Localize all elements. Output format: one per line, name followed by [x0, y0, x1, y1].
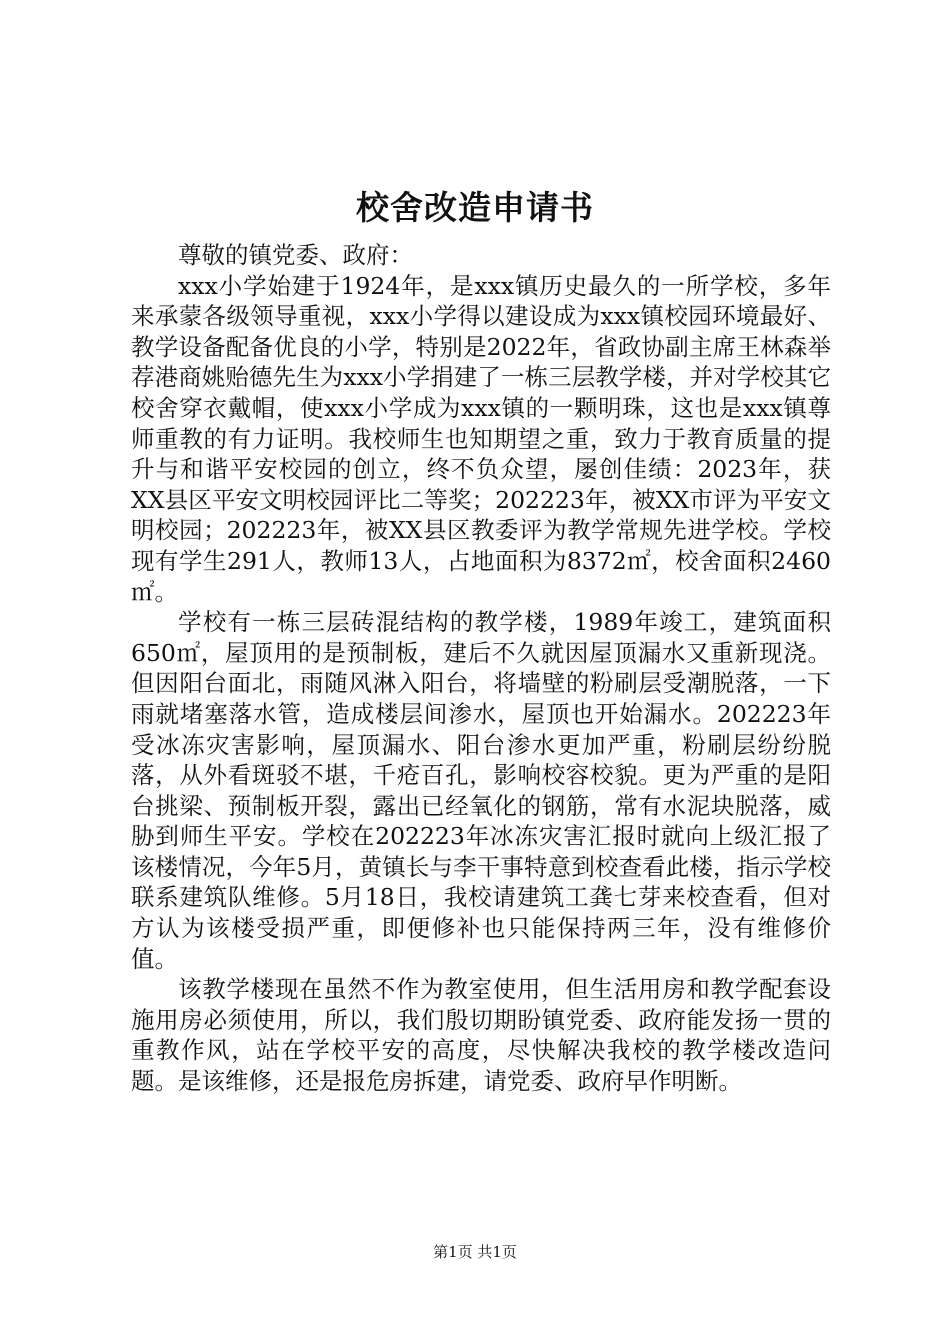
- paragraph-building-condition: 学校有一栋三层砖混结构的教学楼，1989年竣工，建筑面积650㎡，屋顶用的是预制板，建后不久就因屋顶漏水又重新现浇。但因阳台面北，雨随风淋入阳台，将墙壁的粉刷层受潮脱落，一下雨就堵塞落水管，造成楼层间渗水，屋顶也开始漏水。202223年受冰冻灾害影响，屋顶漏水、阳台渗水更加严重，粉刷层纷纷脱落，从外看斑驳不堪，千疮百孔，影响校容校貌。更为严重的是阳台挑梁、预制板开裂，露出已经氧化的钢筋，常有水泥块脱落，威胁到师生平安。学校在202223年冰冻灾害汇报时就向上级汇报了该楼情况，今年5月，黄镇长与李干事特意到校查看此楼，指示学校联系建筑队维修。5月18日，我校请建筑工龚七芽来校查看，但对方认为该楼受损严重，即便修补也只能保持两三年，没有维修价值。: [131, 608, 831, 973]
- paragraph-school-history: xxx小学始建于1924年，是xxx镇历史最久的一所学校，多年来承蒙各级领导重视，xxx小学得以建设成为xxx镇校园环境最好、教学设备配备优良的小学，特别是2022年，省政协副主席王林森举荐港商姚贻德先生为xxx小学捐建了一栋三层教学楼，并对学校其它校舍穿衣戴帽，使xxx小学成为xxx镇的一颗明珠，这也是xxx镇尊师重教的有力证明。我校师生也知期望之重，致力于教育质量的提升与和谐平安校园的创立，终不负众望，屡创佳绩：2023年，获XX县区平安文明校园评比二等奖；202223年，被XX市评为平安文明校园；202223年，被XX县区教委评为教学常规先进学校。学校现有学生291人，教师13人，占地面积为8372㎡，校舍面积2460㎡。: [131, 271, 831, 606]
- document-body: [131, 240, 831, 1097]
- page-footer: 第1页 共1页: [433, 1243, 517, 1261]
- document-title: 校舍改造申请书: [356, 188, 594, 227]
- paragraph-request: 该教学楼现在虽然不作为教室使用，但生活用房和教学配套设施用房必须使用，所以，我们殷切期盼镇党委、政府能发扬一贯的重教作风，站在学校平安的高度，尽快解决我校的教学楼改造问题。是该维修，还是报危房拆建，请党委、政府早作明断。: [131, 975, 831, 1096]
- salutation: 尊敬的镇党委、政府：: [178, 241, 413, 269]
